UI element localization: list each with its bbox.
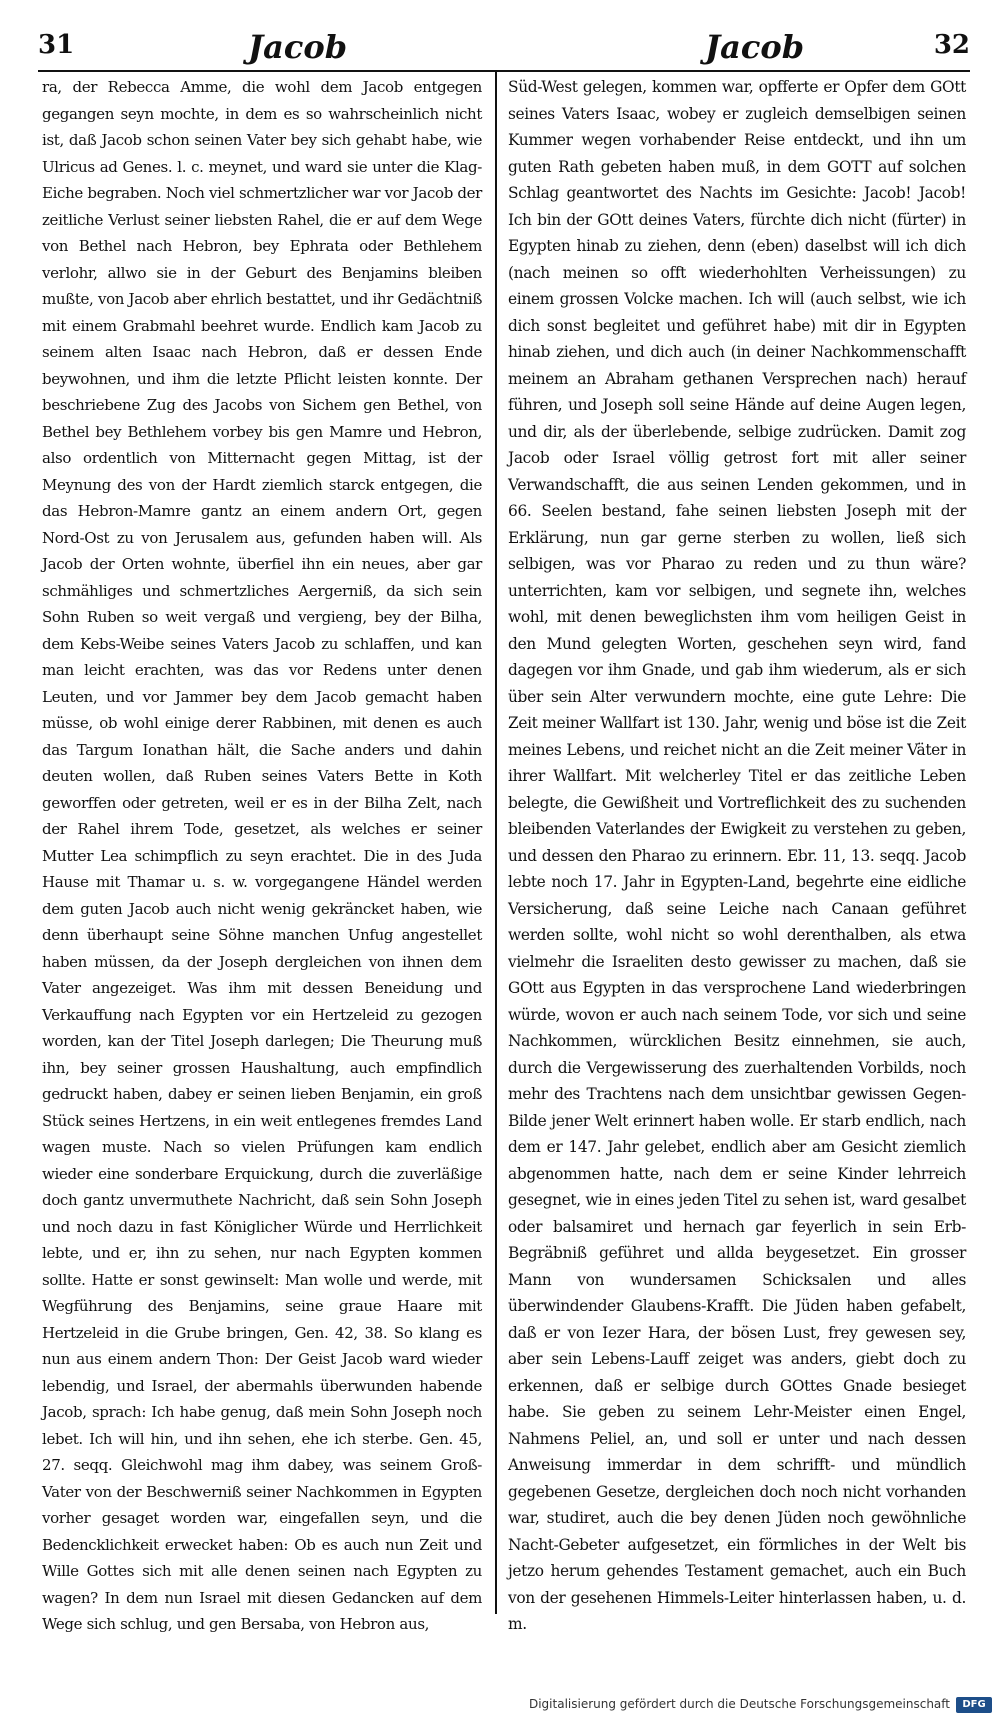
right-column-text: Süd-West gelegen, kommen war, opfferte er Opfer dem GOtt seines Vaters Isaac, wobey er zugleich demselbigen seinen Kummer wegen vorhabender Reise entdeckt, und ihn um guten Rath gebeten haben muß, in dem GOTT auf solchen Schlag geantwortet des Nachts im Gesichte: Jacob! Jacob! Ich bin der GOtt deines Vaters, fürchte dich nicht (fürter) in Egypten hinab zu ziehen, denn (eben) daselbst will ich dich (nach meinen so offt wiederhohlten Verheissungen) zu einem grossen Volcke machen. Ich will (auch selbst, wie ich dich sonst begleitet und geführet habe) mit dir in Egypten hinab ziehen, und dich auch (in deiner Nachkommenschafft meinem an Abraham gethanen Versprechen nach) herauf führen, und Joseph soll seine Hände auf deine Augen legen, und dir, als der überlebende, selbige zudrücken. Damit zog Jacob oder Israel völlig getrost fort mit aller seiner Verwandschafft, die aus seinen Lenden gekommen, und in 66. Seelen bestand, fahe seinen liebsten Joseph mit der Erklärung, nun gar gerne sterben zu wollen, ließ sich selbigen, was vor Pharao zu reden und zu thun wäre? unterrichten, kam vor selbigen, und segnete ihn, welches wohl, mit denen beweglichsten ihm vom heiligen Geist in den Mund gelegten Worten, geschehen seyn wird, fand dagegen vor ihm Gnade, und gab ihm wiederum, als er sich über sein Alter verwundern mochte, eine gute Lehre: Die Zeit meiner Wallfart ist 130. Jahr, wenig und böse ist die Zeit meines Lebens, und reichet nicht an die Zeit meiner Väter in ihrer Wallfart. Mit welcherley Titel er das zeitliche Leben belegte, die Gewißheit und Vortreflichkeit des zu suchenden bleibenden Vaterlandes der Ewigkeit zu verstehen zu geben, und dessen den Pharao zu erinnern. Ebr. 11, 13. seqq. Jacob lebte noch 17. Jahr in Egypten-Land, begehrte eine eidliche Versicherung, daß seine Leiche nach Canaan geführet werden sollte, wohl nicht so wohl derenthalben, als etwa vielmehr die Israeliten desto gewisser zu machen, daß sie GOtt aus Egypten in das versprochene Land wiederbringen würde, wovon er auch nach seinem Tode, vor sich und seine Nachkommen, würcklichen Besitz einnehmen, sie auch, durch die Vergewisserung des zuerhaltenden Vorbilds, noch mehr des Trachtens nach dem unsichtbar gewissen Gegen-Bilde jener Welt erinnert haben wolle. Er starb endlich, nach dem er 147. Jahr gelebet, endlich aber am Gesicht ziemlich abgenommen hatte, nach dem er seine Kinder lehrreich gesegnet, wie in eines jeden Titel zu sehen ist, ward gesalbet oder balsamiret und hernach gar feyerlich in sein Erb-Begräbniß geführet und allda beygesetzet. Ein grosser Mann von wundersamen Schicksalen und alles überwindender Glaubens-Krafft. Die Jüden haben gefabelt, daß er von Iezer Hara, der bösen Lust, frey gewesen sey, aber sein Lebens-Lauff zeiget was anders, giebt doch zu erkennen, daß er selbige durch GOttes Gnade besieget habe. Sie geben zu seinem Lehr-Meister einen Engel, Nahmens Peliel, an, und soll er unter und nach dessen Anweisung immerdar in dem schrifft- und mündlich gegebenen Gesetze, dergleichen doch noch nicht vorhanden war, studiret, auch die bey denen Jüden noch gewöhnliche Nacht-Gebeter aufgesetzet, ein förmliches in der Welt bis jetzo herum gehendes Testament gemachet, auch ein Buch von der gesehenen Himmels-Leiter hinterlassen haben, u. d. m. bbox=[508, 78, 966, 1633]
digitization-footer bbox=[0, 1691, 1000, 1717]
left-headword: Jacob bbox=[248, 28, 348, 66]
left-column-text: ra, der Rebecca Amme, die wohl dem Jacob entgegen gegangen seyn mochte, in dem es so wahrscheinlich nicht ist, daß Jacob schon seinen Vater bey sich gehabt habe, wie Ulricus ad Genes. l. c. meynet, und ward sie unter die Klag-Eiche begraben. Noch viel schmertzlicher war vor Jacob der zeitliche Verlust seiner liebsten Rahel, die er auf dem Wege von Bethel nach Hebron, bey Ephrata oder Bethlehem verlohr, allwo sie in der Geburt des Benjamins bleiben mußte, von Jacob aber ehrlich bestattet, und ihr Gedächtniß mit einem Grabmahl beehret wurde. Endlich kam Jacob zu seinem alten Isaac nach Hebron, daß er dessen Ende beywohnen, und ihm die letzte Pflicht leisten konnte. Der beschriebene Zug des Jacobs von Sichem gen Bethel, von Bethel bey Bethlehem vorbey bis gen Mamre und Hebron, also ordentlich von Mitternacht gegen Mittag, ist der Meynung des von der Hardt ziemlich starck entgegen, die das Hebron-Mamre gantz an einem andern Ort, gegen Nord-Ost zu von Jerusalem aus, gefunden haben will. Als Jacob der Orten wohnte, überfiel ihn ein neues, aber gar schmähliges und schmertzliches Aergerniß, da sich sein Sohn Ruben so weit vergaß und vergieng, bey der Bilha, dem Kebs-Weibe seines Vaters Jacob zu schlaffen, und kan man leicht erachten, was das vor Redens unter denen Leuten, und vor Jammer bey dem Jacob gemacht haben müsse, ob wohl einige derer Rabbinen, mit denen es auch das Targum Ionathan hält, die Sache anders und dahin deuten wollen, daß Ruben seines Vaters Bette in Koth geworffen oder getreten, weil er es in der Bilha Zelt, nach der Rahel ihrem Tode, gesetzet, als welches er seiner Mutter Lea schimpflich zu seyn erachtet. Die in des Juda Hause mit Thamar u. s. w. vorgegangene Händel werden dem guten Jacob auch nicht wenig gekräncket haben, wie denn überhaupt seine Söhne manchen Unfug angestellet haben müssen, da der Joseph dergleichen von ihnen dem Vater angezeiget. Was ihm mit dessen Beneidung und Verkauffung nach Egypten vor ein Hertzeleid zu gezogen worden, kan der Titel Joseph darlegen; Die Theurung muß ihn, bey seiner grossen Haushaltung, auch empfindlich gedruckt haben, dabey er seinen lieben Benjamin, ein groß Stück seines Hertzens, in ein weit entlegenes fremdes Land wagen muste. Nach so vielen Prüfungen kam endlich wieder eine sonderbare Erquickung, durch die zuverläßige doch gantz unvermuthete Nachricht, daß sein Sohn Joseph und noch dazu in fast Königlicher Würde und Herrlichkeit lebte, und er, ihn zu sehen, nur nach Egypten kommen sollte. Hatte er sonst gewinselt: Man wolle und werde, mit Wegführung des Benjamins, seine graue Haare mit Hertzeleid in die Grube bringen, Gen. 42, 38. So klang es nun aus einem andern Thon: Der Geist Jacob ward wieder lebendig, und Israel, der abermahls überwunden habende Jacob, sprach: Ich habe genug, daß mein Sohn Joseph noch lebet. Ich will hin, und ihn sehen, ehe ich sterbe. Gen. 45, 27. seqq. Gleichwohl mag ihm dabey, was seinem Groß-Vater von der Beschwerniß seiner Nachkommen in Egypten vorher gesaget worden war, eingefallen seyn, und die Bedencklichkeit erwecket haben: Ob es auch nun Zeit und Wille Gottes sich mit alle denen seinen nach Egypten zu wagen? In dem nun Israel mit diesen Gedancken auf dem Wege sich schlug, und gen Bersaba, von Hebron aus, bbox=[42, 78, 482, 1633]
dfg-logo: DFG bbox=[956, 1697, 992, 1713]
footer-credit: Digitalisierung gefördert durch die Deutsche Forschungsgemeinschaft bbox=[528, 1697, 950, 1711]
header-rule bbox=[38, 70, 970, 72]
left-running-head bbox=[38, 28, 478, 68]
column-divider bbox=[495, 72, 497, 1614]
left-page-number: 31 bbox=[38, 30, 75, 60]
right-running-head bbox=[500, 28, 970, 68]
right-page-number: 32 bbox=[933, 30, 970, 60]
right-headword: Jacob bbox=[705, 28, 805, 66]
